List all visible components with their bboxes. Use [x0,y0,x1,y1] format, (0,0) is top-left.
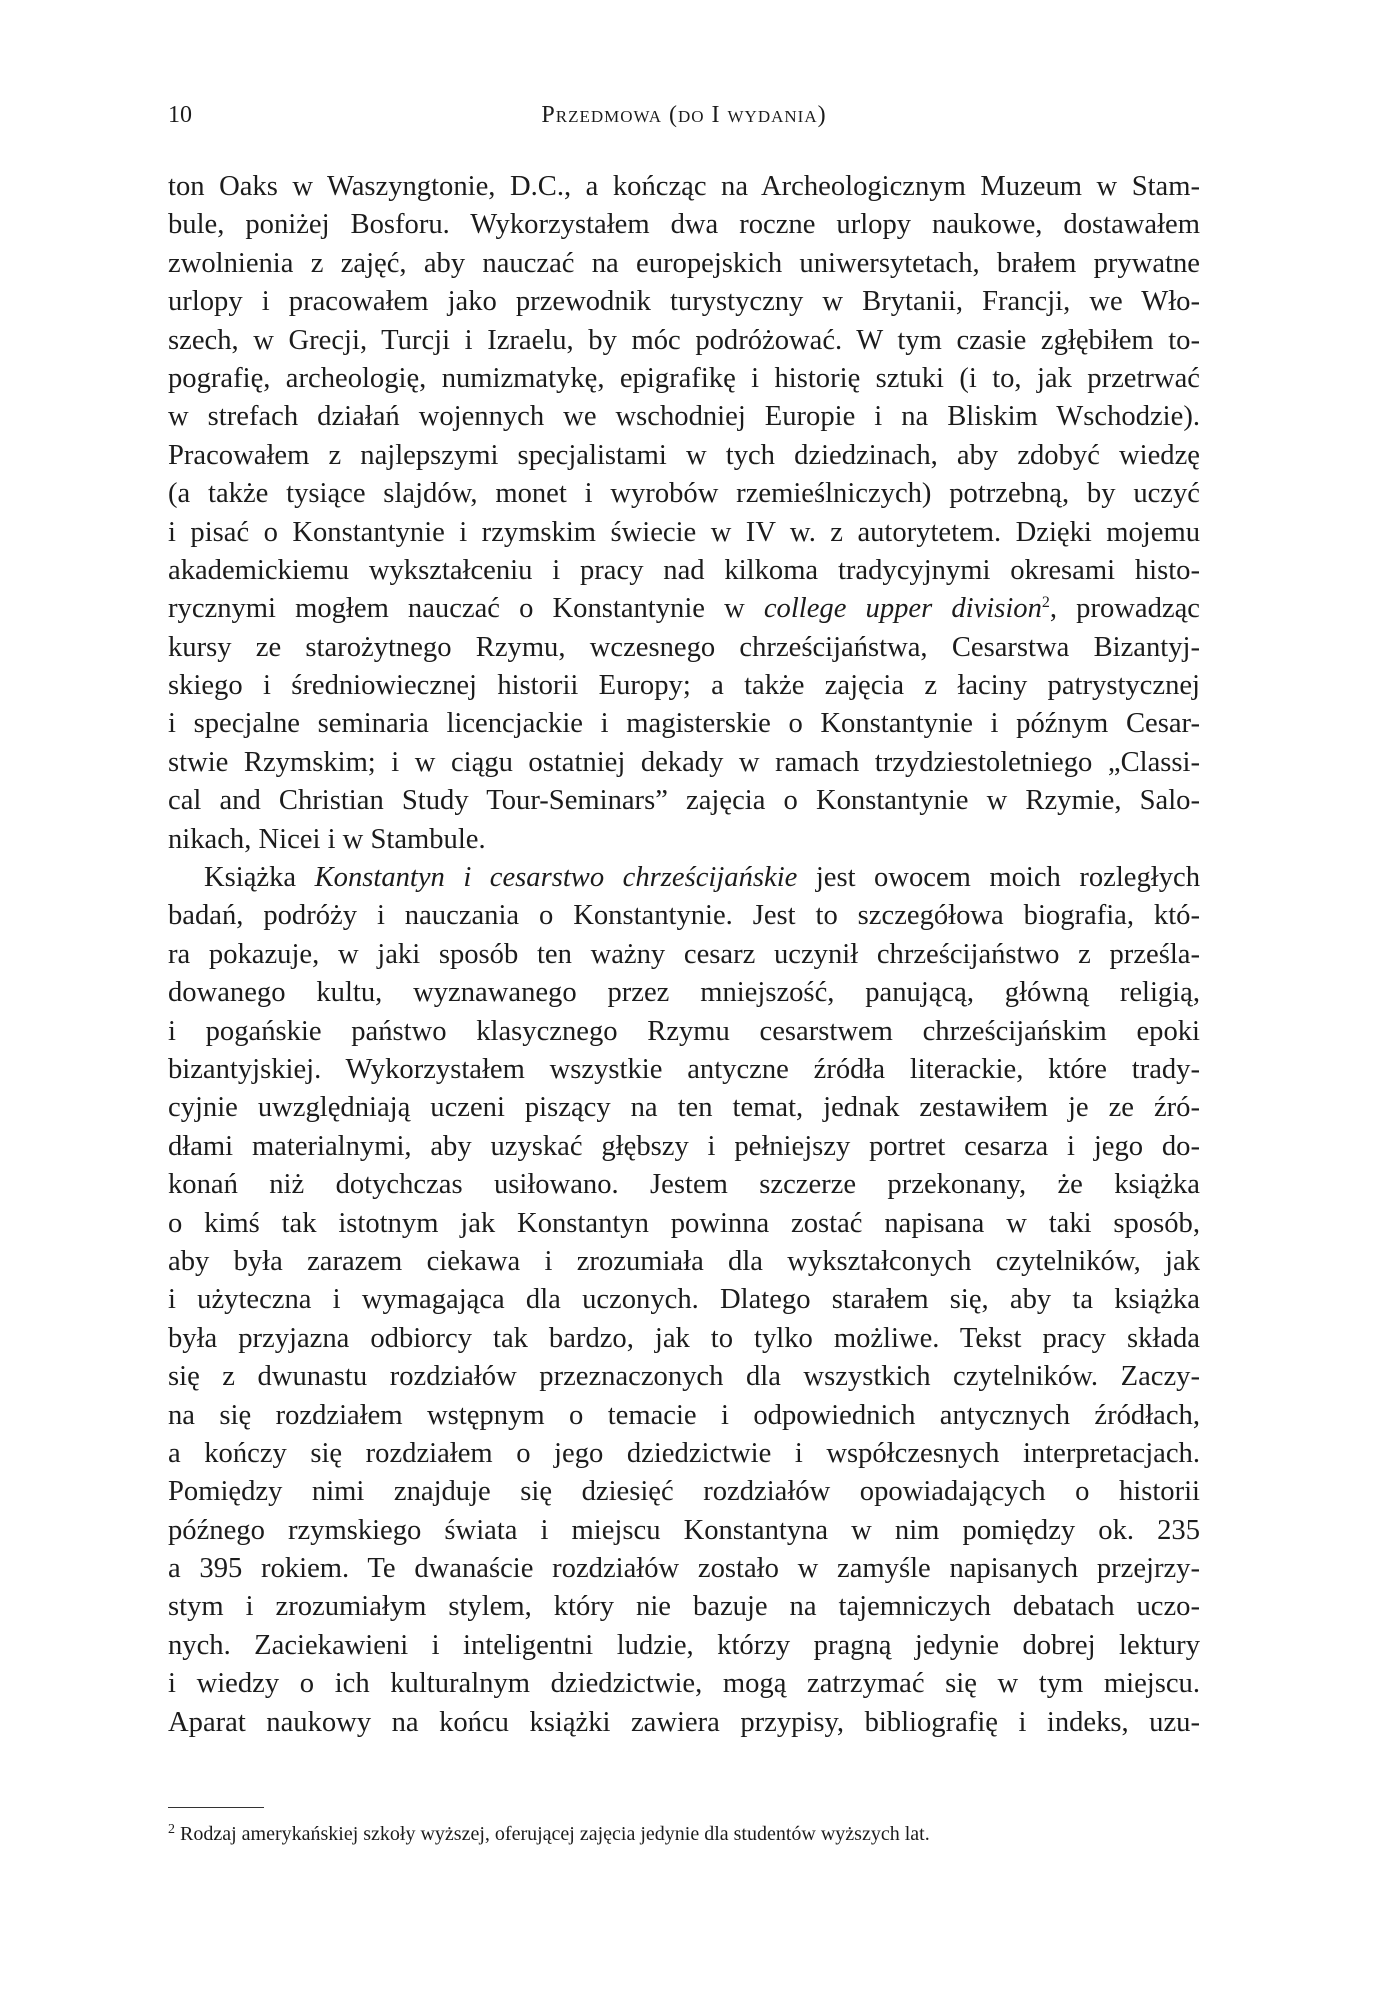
text-line: ton Oaks w Waszyngtonie, D.C., a kończąc na Archeologicznym Muzeum w Stam- [168,171,1200,202]
book-title: Konstantyn i cesarstwo chrześcijańskie [314,862,798,894]
text-line: bule, poniżej Bosforu. Wykorzystałem dwa roczne urlopy naukowe, dostawałem [168,209,1200,241]
text-line: o kimś tak istotnym jak Konstantyn powinna zostać napisana w taki sposób, [168,1207,1200,1239]
text-line: akademickiemu wykształceniu i pracy nad kilkoma tradycyjnymi okresami histo- [168,554,1200,586]
main-text [168,168,1200,1742]
text-line: (a także tysiące slajdów, monet i wyrobów rzemieślniczych) potrzebną, by uczyć [168,478,1200,510]
text-line: kursy ze starożytnego Rzymu, wczesnego chrześcijaństwa, Cesarstwa Bizantyj- [168,631,1200,663]
text-line: zwolnienia z zajęć, aby nauczać na europejskich uniwersytetach, brałem prywatne [168,247,1200,279]
text-line-with-footnote-ref [168,590,1200,628]
text-line: pografię, archeologię, numizmatykę, epigrafikę i historię sztuki (i to, jak przetrwać [168,362,1200,394]
text-line: stym i zrozumiałym stylem, który nie bazuje na tajemniczych debatach uczo- [168,1591,1200,1623]
text-line: cal and Christian Study Tour-Seminars” zajęcia o Konstantynie w Rzymie, Salo- [168,785,1200,817]
text-line: w strefach działań wojennych we wschodniej Europie i na Bliskim Wschodzie). [168,401,1200,433]
text-line: ra pokazuje, w jaki sposób ten ważny cesarz uczynił chrześcijaństwo z prześla- [168,938,1200,970]
footnote [168,1820,1200,1848]
text-run: jest owocem moich rozległych [797,862,1200,894]
footnote-reference[interactable]: 2 [1041,594,1050,612]
text-line: urlopy i pracowałem jako przewodnik turystyczny w Brytanii, Francji, we Wło- [168,286,1200,318]
text-line: cyjnie uwzględniają uczeni piszący na ten temat, jednak zestawiłem je ze źró- [168,1092,1200,1124]
text-line: dłami materialnymi, aby uzyskać głębszy i pełniejszy portret cesarza i jego do- [168,1130,1200,1162]
text-line: nikach, Nicei i w Stambule. [168,823,486,855]
text-line: dowanego kultu, wyznawanego przez mniejszość, panującą, główną religią, [168,977,1200,1009]
footnote-text: Rodzaj amerykańskiej szkoły wyższej, oferującej zajęcia jedynie dla studentów wyższych lat. [180,1823,930,1845]
text-line: i wiedzy o ich kulturalnym dziedzictwie, mogą zatrzymać się w tym miejscu. [168,1668,1200,1700]
text-line: była przyjazna odbiorcy tak bardzo, jak to tylko możliwe. Tekst pracy składa [168,1322,1200,1354]
text-line: się z dwunastu rozdziałów przeznaczonych dla wszystkich czytelników. Zaczy- [168,1361,1200,1393]
text-line: a 395 rokiem. Te dwanaście rozdziałów zostało w zamyśle napisanych przejrzy- [168,1553,1200,1585]
page-number: 10 [168,102,192,128]
text-line: późnego rzymskiego świata i miejscu Konstantyna w nim pomiędzy ok. 235 [168,1514,1200,1546]
text-run: Książka [204,862,315,894]
text-line: konań niż dotychczas usiłowano. Jestem szczerze przekonany, że książka [168,1169,1200,1201]
text-line: i użyteczna i wymagająca dla uczonych. Dlatego starałem się, aby ta książka [168,1284,1200,1316]
text-line: Pracowałem z najlepszymi specjalistami w tych dziedzinach, aby zdobyć wiedzę [168,439,1200,471]
text-line: bizantyjskiej. Wykorzystałem wszystkie antyczne źródła literackie, które trady- [168,1053,1200,1085]
text-line: i specjalne seminaria licencjackie i magisterskie o Konstantynie i późnym Cesar- [168,708,1200,740]
text-line: szech, w Grecji, Turcji i Izraelu, by móc podróżować. W tym czasie zgłębiłem to- [168,324,1200,356]
text-line: stwie Rzymskim; i w ciągu ostatniej dekady w ramach trzydziestoletniego „Classi- [168,746,1200,778]
text-run: rycznymi mogłem nauczać o Konstantynie w [168,593,764,625]
text-line: na się rozdziałem wstępnym o temacie i odpowiednich antycznych źródłach, [168,1399,1200,1431]
text-line: i pogańskie państwo klasycznego Rzymu cesarstwem chrześcijańskim epoki [168,1015,1200,1047]
text-line: nych. Zaciekawieni i inteligentni ludzie, którzy pragną jedynie dobrej lektury [168,1629,1200,1661]
text-run: , prowadząc [1049,593,1200,625]
running-head: Przedmowa (do I wydania) [541,102,827,128]
text-line: a kończy się rozdziałem o jego dziedzictwie i współczesnych interpretacjach. [168,1437,1200,1469]
text-line: badań, podróży i nauczania o Konstantynie. Jest to szczegółowa biografia, któ- [168,900,1200,932]
text-line: Aparat naukowy na końcu książki zawiera przypisy, bibliografię i indeks, uzu- [168,1706,1200,1738]
text-line-with-book-title [168,859,1200,897]
footnote-marker: 2 [168,1822,175,1837]
text-line: aby była zarazem ciekawa i zrozumiała dla wykształconych czytelników, jak [168,1245,1200,1277]
footnote-divider [168,1807,264,1808]
text-line: Pomiędzy nimi znajduje się dziesięć rozdziałów opowiadających o historii [168,1476,1200,1508]
text-line: i pisać o Konstantynie i rzymskim świecie w IV w. z autorytetem. Dzięki mojemu [168,516,1200,548]
text-line: skiego i średniowiecznej historii Europy; a także zajęcia z łaciny patrystycznej [168,670,1200,702]
italic-term: college upper division [763,593,1042,625]
